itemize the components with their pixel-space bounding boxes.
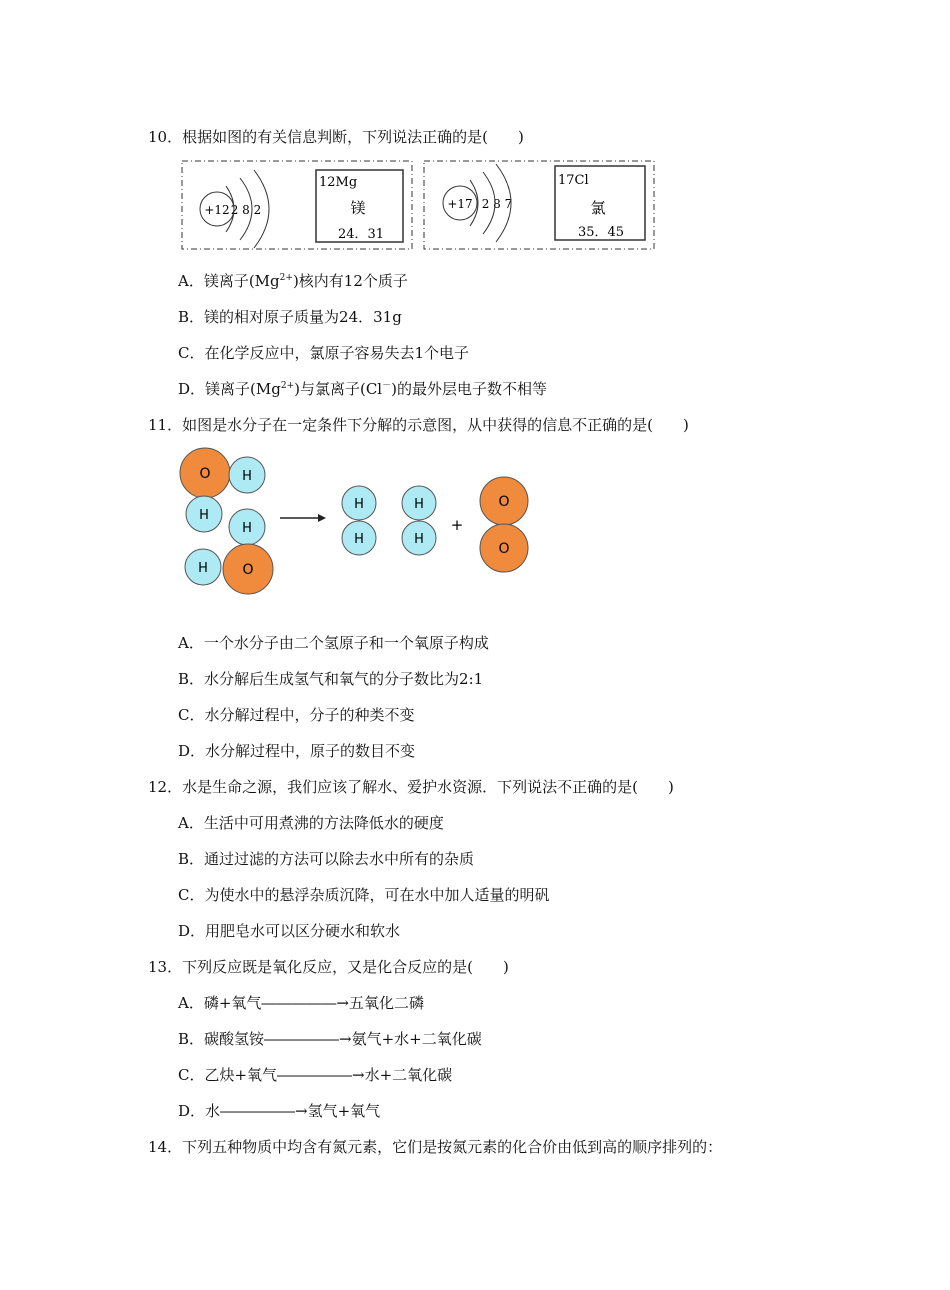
cl-panel xyxy=(424,161,654,249)
q12-option-a: A．生活中可用煮沸的方法降低水的硬度 xyxy=(178,814,444,832)
hydrogen-label: H xyxy=(354,532,364,547)
q10-option-a-post: )核内有12个质子 xyxy=(292,272,408,290)
q13-option-c: C．乙炔+氧气―――――→水+二氧化碳 xyxy=(178,1066,453,1084)
hydrogen-label: H xyxy=(199,508,209,523)
q12-option-d: D．用肥皂水可以区分硬水和软水 xyxy=(178,922,401,940)
q13-stem: 13．下列反应既是氧化反应，又是化合反应的是( ) xyxy=(148,958,509,976)
hydrogen-label: H xyxy=(414,532,424,547)
q10-option-c: C．在化学反应中，氯原子容易失去1个电子 xyxy=(178,344,470,362)
q10-option-d-sup: 2+ xyxy=(280,381,295,391)
q10-figure xyxy=(180,158,658,254)
mg-name: 镁 xyxy=(350,199,366,217)
q13-option-d: D．水―――――→氢气+氧气 xyxy=(178,1102,381,1120)
mg-panel xyxy=(182,161,412,249)
q11-stem: 11．如图是水分子在一定条件下分解的示意图，从中获得的信息不正确的是( ) xyxy=(148,416,689,434)
oxygen-label: O xyxy=(242,562,254,578)
q10-option-d-post: )的最外层电子数不相等 xyxy=(391,380,547,398)
q11-option-b: B．水分解后生成氢气和氧气的分子数比为2:1 xyxy=(178,670,484,688)
q13-option-a: A．磷+氧气―――――→五氧化二磷 xyxy=(178,994,424,1012)
hydrogen-label: H xyxy=(242,521,252,536)
mg-mass: 24．31 xyxy=(337,227,385,242)
oxygen-molecule xyxy=(480,477,528,572)
hydrogen-label: H xyxy=(414,497,424,512)
hydrogen-label: H xyxy=(242,469,252,484)
mg-shell-electrons: 2 8 2 xyxy=(230,203,262,217)
q10-stem: 10．根据如图的有关信息判断，下列说法正确的是( ) xyxy=(148,128,524,146)
oxygen-label: O xyxy=(498,494,510,510)
q10-option-a-sup: 2+ xyxy=(279,273,293,283)
cl-mass: 35．45 xyxy=(577,225,625,240)
q10-option-d-pre: D．镁离子(Mg xyxy=(178,380,281,398)
q10-option-d xyxy=(178,378,547,399)
q11-figure xyxy=(176,444,536,602)
mg-nucleus-charge: +12 xyxy=(204,203,230,217)
q13-option-b: B．碳酸氢铵―――――→氨气+水+二氧化碳 xyxy=(178,1030,482,1048)
q12-stem: 12．水是生命之源，我们应该了解水、爱护水资源．下列说法不正确的是( ) xyxy=(148,778,674,796)
cl-nucleus-charge: +17 xyxy=(447,197,473,211)
cl-shell-electrons: 2 8 7 xyxy=(481,197,513,211)
plus-sign: + xyxy=(450,516,464,534)
q10-option-a-pre: A．镁离子(Mg xyxy=(178,272,280,290)
q14-stem: 14．下列五种物质中均含有氮元素，它们是按氮元素的化合价由低到高的顺序排列的： xyxy=(148,1138,723,1156)
q11-option-a: A．一个水分子由二个氢原子和一个氧原子构成 xyxy=(178,634,489,652)
cl-name: 氯 xyxy=(590,199,606,217)
q11-option-c: C．水分解过程中，分子的种类不变 xyxy=(178,706,415,724)
q12-option-b: B．通过过滤的方法可以除去水中所有的杂质 xyxy=(178,850,475,868)
hydrogen-label: H xyxy=(354,497,364,512)
q10-option-b: B．镁的相对原子质量为24．31g xyxy=(178,308,402,326)
q11-option-d: D．水分解过程中，原子的数目不变 xyxy=(178,742,416,760)
cl-symbol: 17Cl xyxy=(558,173,589,188)
mg-symbol: 12Mg xyxy=(319,175,358,190)
hydrogen-molecule-1 xyxy=(342,486,376,555)
oxygen-label: O xyxy=(199,466,211,482)
q10-option-d-sup2: － xyxy=(382,381,392,391)
q12-option-c: C．为使水中的悬浮杂质沉降，可在水中加人适量的明矾 xyxy=(178,886,550,904)
q10-option-d-mid: )与氯离子(Cl xyxy=(294,380,383,398)
reaction-arrow xyxy=(280,514,326,522)
oxygen-label: O xyxy=(498,541,510,557)
q10-option-a xyxy=(178,270,408,291)
hydrogen-label: H xyxy=(198,561,208,576)
hydrogen-molecule-2 xyxy=(402,486,436,555)
